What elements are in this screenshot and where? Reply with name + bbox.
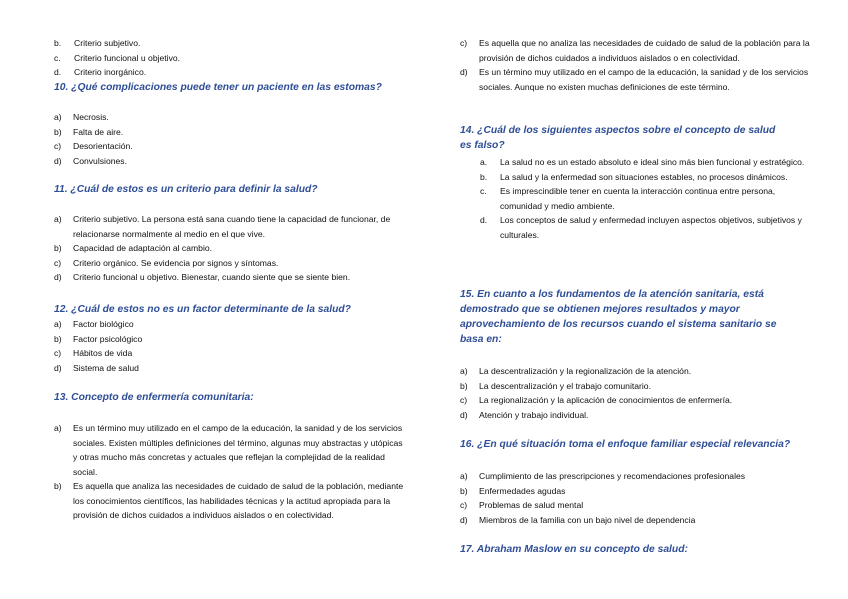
option-item: b. Criterio subjetivo. xyxy=(54,38,141,48)
option-item: d) Criterio funcional u objetivo. Bienestar, cuando siente que se siente bien. xyxy=(54,272,351,282)
option-item: b) Falta de aire. xyxy=(54,126,124,137)
option-item: c) Hábitos de vida xyxy=(54,348,133,358)
option-item: a. La salud no es un estado absoluto e ideal sino más bien funcional y estratégico. xyxy=(480,157,805,167)
option-item: c) La regionalización y la aplicación de conocimientos de enfermería. xyxy=(460,395,733,405)
question-16-options xyxy=(460,469,812,527)
option-item: c) Criterio orgánico. Se evidencia por signos y síntomas. xyxy=(54,257,279,268)
option-item: d. Criterio inorgánico. xyxy=(54,67,147,77)
question-15-options xyxy=(460,364,812,422)
option-item: b) Es aquella que analiza las necesidades de cuidado de salud de la población, mediante los conocimientos científicos, las habilidades técnicas y la actitud apropiada para la provisión de dichos cuidados a individuos aislados o en colectividad. xyxy=(54,481,404,520)
question-10-options xyxy=(54,110,414,168)
question-15-title: 15. En cuanto a los fundamentos de la atención sanitaria, está demostrado que se obtienen mejores resultados y mayor aprovechamiento de los recursos cuando el sistema sanitario se basa en: xyxy=(460,289,777,345)
option-item: d. Los conceptos de salud y enfermedad incluyen aspectos objetivos, subjetivos y culturales. xyxy=(480,215,802,240)
option-item: a) La descentralización y la regionalización de la atención. xyxy=(460,366,692,376)
option-item: d) Es un término muy utilizado en el campo de la educación, la sanidad y de los servicios sociales. Aunque no existen muchas definiciones de este término. xyxy=(460,67,809,92)
question-11-options xyxy=(54,212,406,285)
question-12-title: 12. ¿Cuál de estos no es un factor determinante de la salud? xyxy=(54,304,351,315)
question-17-title: 17. Abraham Maslow en su concepto de salud: xyxy=(460,544,688,555)
option-item: c) Desorientación. xyxy=(54,141,133,151)
option-item: d) Miembros de la familia con un bajo nivel de dependencia xyxy=(460,514,696,525)
option-item: d) Sistema de salud xyxy=(54,362,139,373)
option-item: c) Es aquella que no analiza las necesidades de cuidado de salud de la población para la provisión de dichos cuidados a individuos aislados o en colectividad. xyxy=(460,38,810,63)
question-14-options xyxy=(460,155,812,242)
option-item: b) La descentralización y el trabajo comunitario. xyxy=(460,380,651,391)
option-item: c. Es imprescindible tener en cuenta la interacción continua entre persona, comunidad y medio ambiente. xyxy=(480,186,776,211)
question-10-title: 10. ¿Qué complicaciones puede tener un paciente en las estomas? xyxy=(54,82,382,93)
question-16-title: 16. ¿En qué situación toma el enfoque familiar especial relevancia? xyxy=(460,439,791,450)
question-14-title: 14. ¿Cuál de los siguientes aspectos sobre el concepto de salud es falso? xyxy=(460,125,776,151)
right-top-options xyxy=(460,36,812,94)
option-item: a) Es un término muy utilizado en el campo de la educación, la sanidad y de los servicios sociales. Existen múltiples definiciones del término, algunas muy abstractas y utópicas y otras mucho más concretas y actuales que reflejan la complejidad de la realidad social. xyxy=(54,423,403,477)
question-13-title: 13. Concepto de enfermería comunitaria: xyxy=(54,392,254,403)
left-top-options xyxy=(54,36,414,80)
option-item: b) Capacidad de adaptación al cambio. xyxy=(54,243,213,253)
question-13-options xyxy=(54,421,406,523)
option-item: c) Problemas de salud mental xyxy=(460,500,584,510)
option-item: b) Enfermedades agudas xyxy=(460,485,566,496)
option-item: d) Atención y trabajo individual. xyxy=(460,409,589,420)
option-item: a) Factor biológico xyxy=(54,319,134,329)
option-item: d) Convulsiones. xyxy=(54,155,127,166)
question-11-title: 11. ¿Cuál de estos es un criterio para definir la salud? xyxy=(54,184,318,195)
option-item: b. La salud y la enfermedad son situaciones estables, no procesos dinámicos. xyxy=(480,171,788,182)
option-item: a) Necrosis. xyxy=(54,112,109,122)
option-item: a) Cumplimiento de las prescripciones y recomendaciones profesionales xyxy=(460,471,746,481)
question-12-options xyxy=(54,317,414,375)
option-item: a) Criterio subjetivo. La persona está sana cuando tiene la capacidad de funcionar, de relacionarse normalmente al medio en el que vive. xyxy=(54,214,391,239)
option-item: c. Criterio funcional u objetivo. xyxy=(54,52,181,63)
option-item: b) Factor psicológico xyxy=(54,333,143,344)
